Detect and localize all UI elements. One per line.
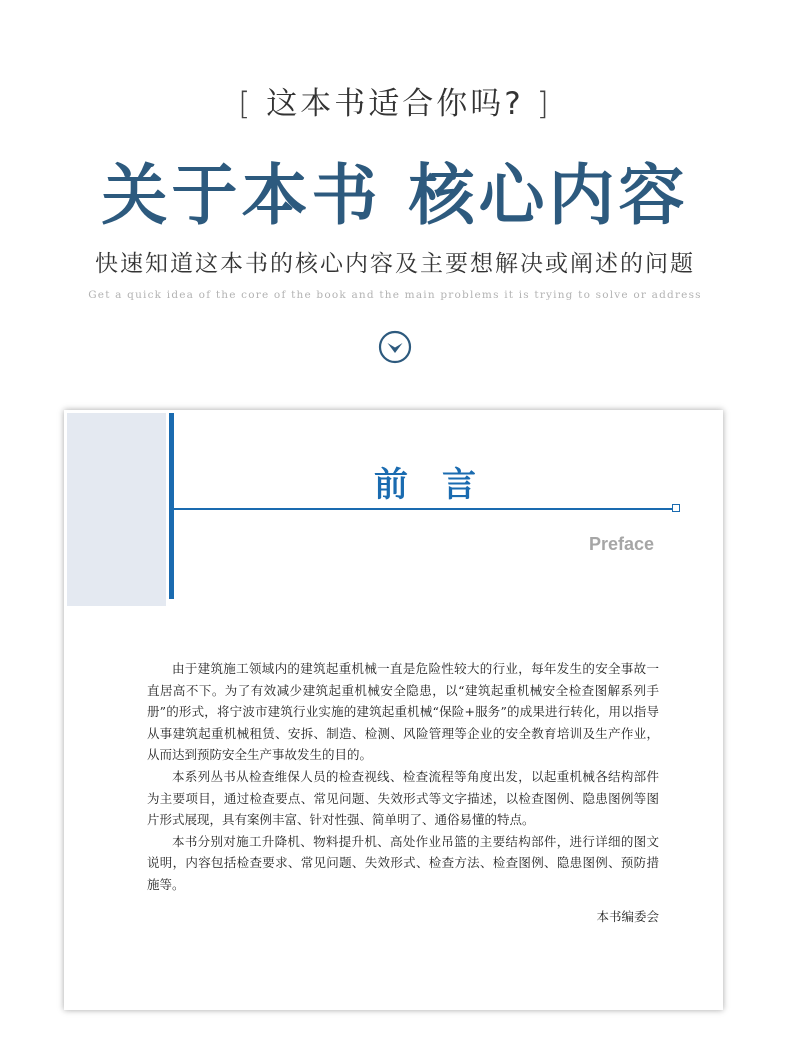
- page-subtitle-en: Get a quick idea of the core of the book and the main problems it is trying to solve or address: [88, 289, 702, 301]
- bracket-right: ]: [536, 86, 552, 122]
- decor-horizontal-line: [174, 508, 676, 510]
- preface-signature: 本书编委会: [596, 909, 659, 924]
- preface-title-en: Preface: [588, 534, 654, 554]
- decor-side-block: [67, 413, 166, 606]
- eyebrow-heading: [0, 78, 790, 123]
- preface-page: [64, 410, 723, 1010]
- page-subtitle: 快速知道这本书的核心内容及主要想解决或阐述的问题: [95, 251, 695, 277]
- decor-vertical-bar: [169, 413, 174, 599]
- preface-paragraph-1: 由于建筑施工领域内的建筑起重机械一直是危险性较大的行业，每年发生的安全事故一直居高不下。为了有效减少建筑起重机械安全隐患，以“建筑起重机械安全检查图解系列手册”的形式，将宁波市建筑行业实施的建筑起重机械“保险+服务”的成果进行转化，用以指导从事建筑起重机械租赁、安拆、制造、检测、风险管理等企业的安全教育培训及生产作业，从而达到预防安全生产事故发生的目的。: [147, 661, 659, 763]
- preface-body: [147, 658, 659, 896]
- header-section: [0, 0, 790, 400]
- bracket-left: [: [238, 86, 254, 122]
- eyebrow-text: 这本书适合你吗?: [266, 86, 524, 122]
- decor-line-end-square: [672, 504, 680, 512]
- preface-paragraph-2: 本系列丛书从检查维保人员的检查视线、检查流程等角度出发，以起重机械各结构部件为主要项目，通过检查要点、常见问题、失效形式等文字描述，以检查图例、隐患图例等图片形式展现，具有案例丰富、针对性强、简单明了、通俗易懂的特点。: [147, 768, 659, 828]
- page-title: 关于本书 核心内容: [101, 156, 689, 234]
- preface-paragraph-3: 本书分别对施工升降机、物料提升机、高处作业吊篮的主要结构部件，进行详细的图文说明，内容包括检查要求、常见问题、失效形式、检查方法、检查图例、隐患图例、预防措施等。: [147, 833, 659, 892]
- chevron-down-circle-icon: [378, 330, 412, 364]
- preface-title: 前言: [374, 465, 510, 505]
